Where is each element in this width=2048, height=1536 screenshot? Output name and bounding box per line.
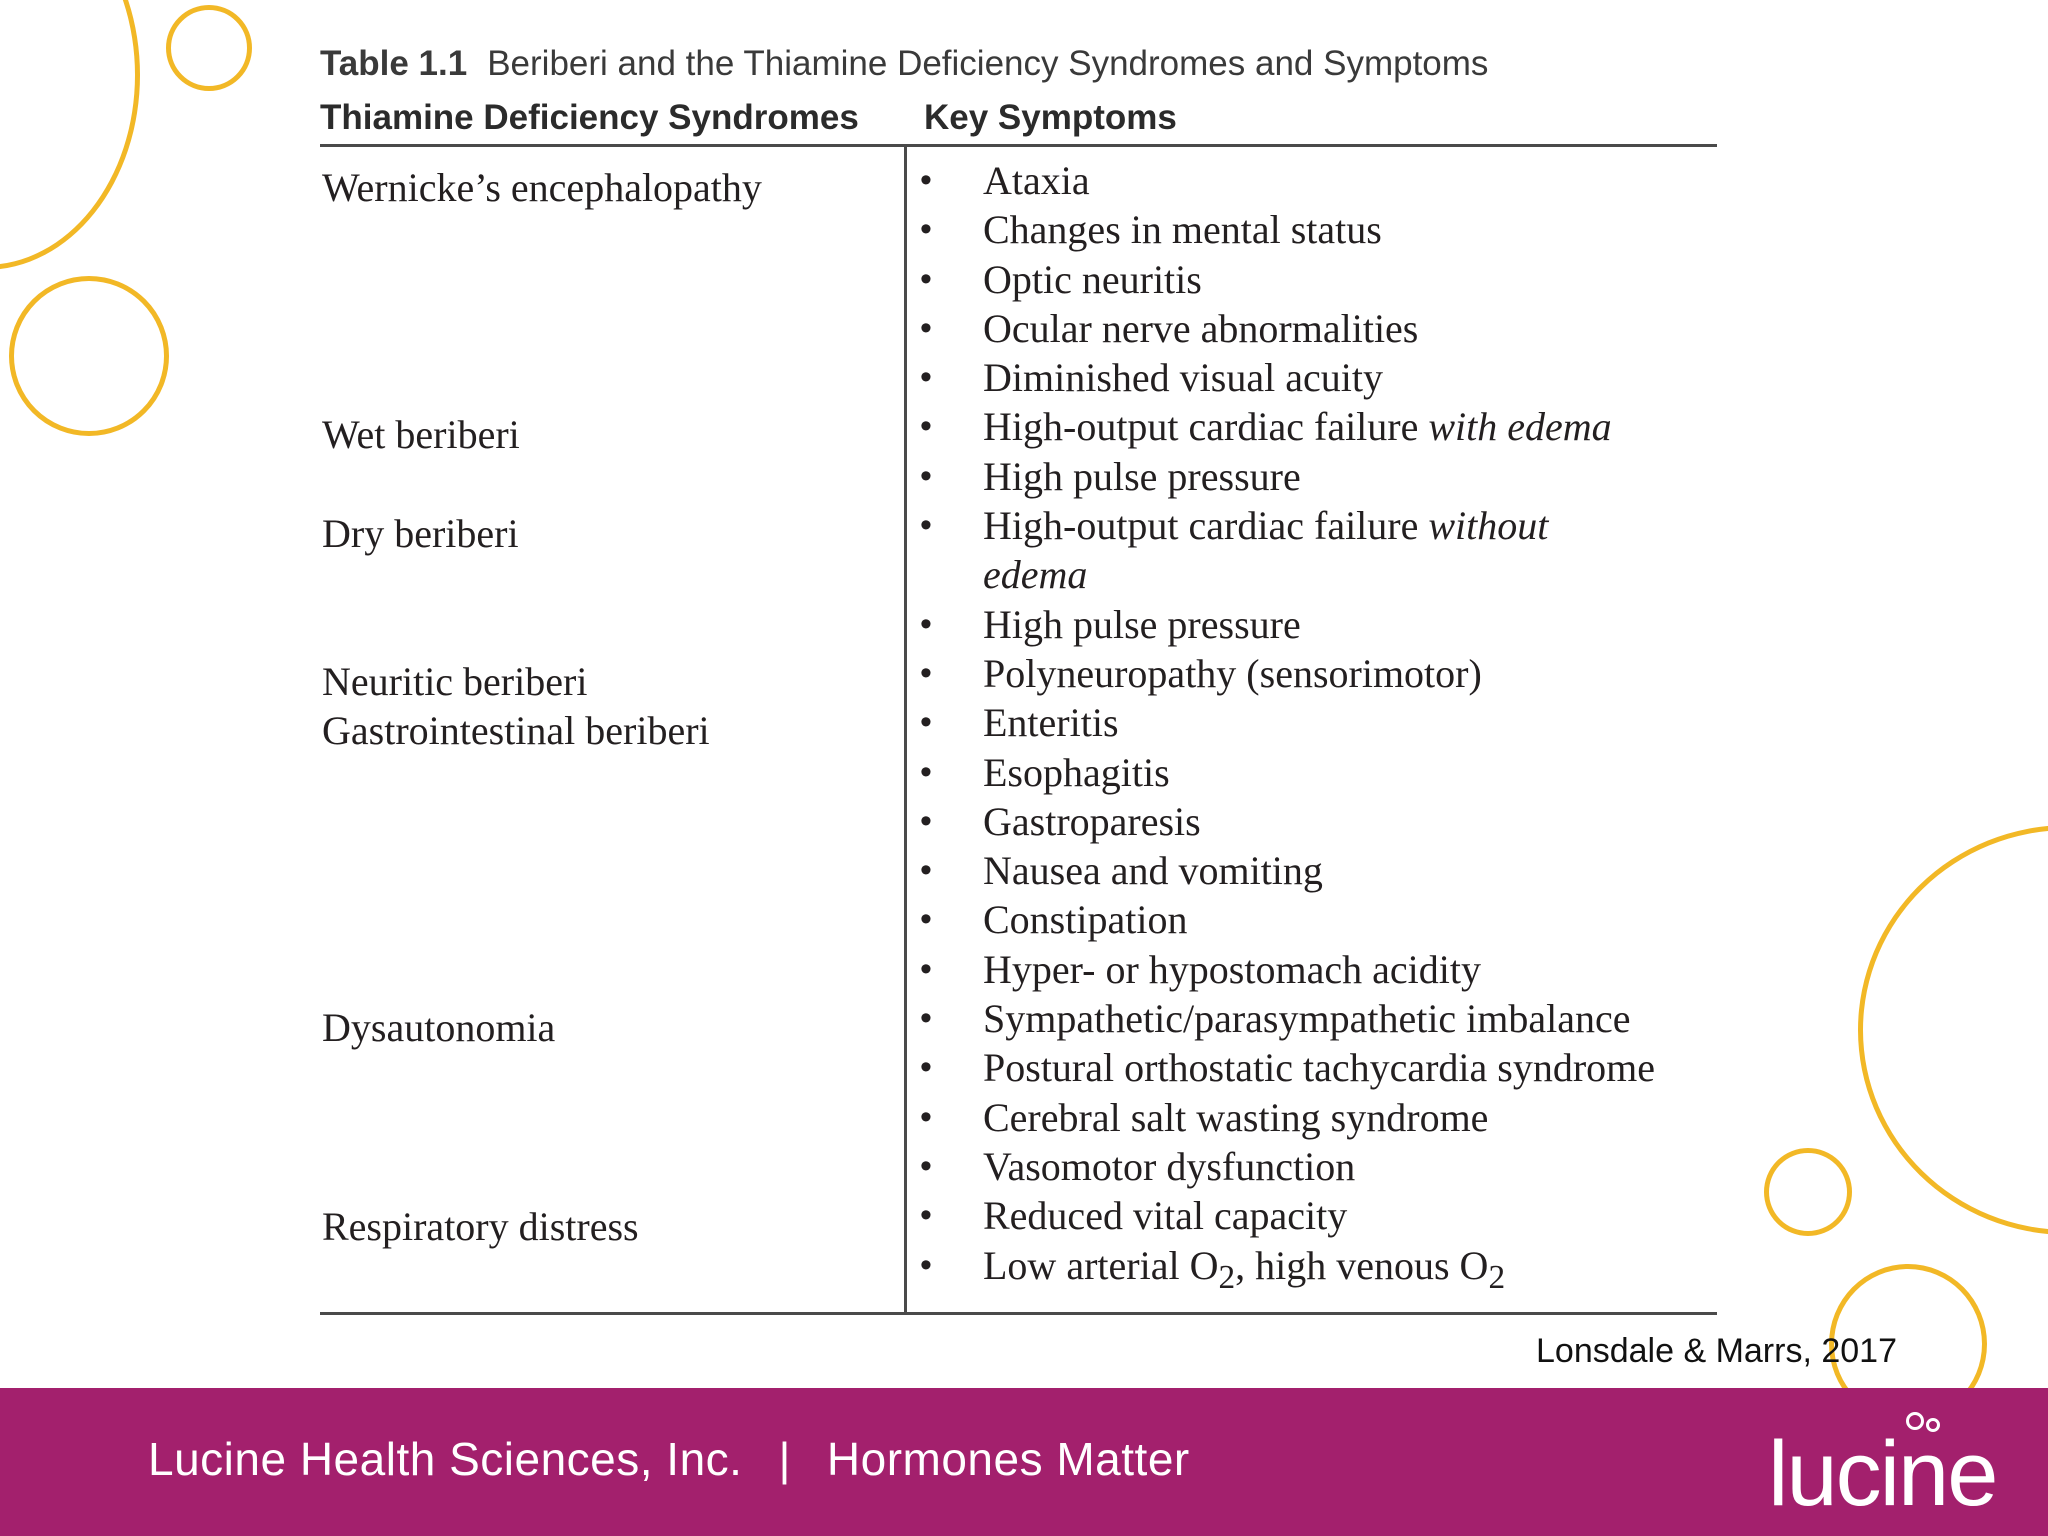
syndrome-item: Dry beriberi bbox=[322, 511, 519, 556]
symptom-item: • Gastroparesis bbox=[920, 798, 1201, 844]
table-number: Table 1.1 bbox=[320, 44, 468, 83]
symptom-item: • Hyper- or hypostomach acidity bbox=[920, 946, 1481, 992]
table-title: Beriberi and the Thiamine Deficiency Syndromes and Symptoms bbox=[487, 44, 1489, 83]
partner-name: Hormones Matter bbox=[826, 1433, 1190, 1485]
table-top-rule bbox=[320, 144, 1717, 147]
footer-separator: | bbox=[778, 1433, 791, 1485]
decorative-circle bbox=[1858, 825, 2048, 1235]
symptom-item: • Enteritis bbox=[920, 700, 1119, 746]
symptom-item: • Ataxia bbox=[920, 158, 1090, 203]
syndrome-item: Wet beriberi bbox=[322, 412, 520, 457]
column-header-syndromes: Thiamine Deficiency Syndromes bbox=[320, 98, 859, 137]
logo-wordmark: lucine bbox=[1768, 1423, 1997, 1525]
symptom-item: • Sympathetic/parasympathetic imbalance bbox=[920, 996, 1631, 1042]
symptom-item: • Nausea and vomiting bbox=[920, 848, 1323, 894]
symptom-item: • Postural orthostatic tachycardia syndrome bbox=[920, 1045, 1656, 1091]
logo-dot-icon bbox=[1906, 1412, 1924, 1430]
column-header-symptoms: Key Symptoms bbox=[924, 98, 1177, 137]
decorative-circle bbox=[9, 276, 169, 436]
table-header bbox=[320, 90, 1720, 142]
decorative-circle bbox=[1764, 1148, 1852, 1236]
symptom-item: • High-output cardiac failure without bbox=[920, 503, 1549, 549]
decorative-circle bbox=[166, 5, 252, 91]
symptom-item: • Polyneuropathy (sensorimotor) bbox=[920, 650, 1482, 696]
symptom-item: • High pulse pressure bbox=[920, 453, 1301, 499]
syndrome-item: Neuritic beriberi bbox=[322, 659, 588, 704]
syndrome-item: Respiratory distress bbox=[322, 1204, 639, 1249]
column-divider bbox=[904, 146, 907, 1314]
lucine-logo bbox=[1768, 1410, 1997, 1525]
table-bottom-rule bbox=[320, 1312, 1717, 1315]
symptom-item: • High pulse pressure bbox=[920, 601, 1301, 647]
symptom-item: • Constipation bbox=[920, 897, 1188, 943]
table-caption bbox=[320, 38, 1720, 90]
symptom-item: • Optic neuritis bbox=[920, 256, 1202, 302]
syndrome-item: Gastrointestinal beriberi bbox=[322, 708, 710, 753]
decorative-circle bbox=[0, 0, 140, 270]
symptom-item: • Esophagitis bbox=[920, 749, 1170, 795]
company-name: Lucine Health Sciences, Inc. bbox=[148, 1433, 743, 1485]
symptom-item: • Vasomotor dysfunction bbox=[920, 1143, 1356, 1189]
syndrome-item: Dysautonomia bbox=[322, 1005, 556, 1050]
symptom-item: • Diminished visual acuity bbox=[920, 355, 1383, 401]
symptom-item: • Cerebral salt wasting syndrome bbox=[920, 1094, 1489, 1140]
thiamine-table bbox=[320, 38, 1720, 1296]
symptom-item: • High-output cardiac failure with edema bbox=[920, 404, 1612, 450]
logo-dot-icon bbox=[1926, 1418, 1940, 1432]
syndrome-item: Wernicke’s encephalopathy bbox=[322, 165, 762, 210]
symptom-item: • Reduced vital capacity bbox=[920, 1193, 1348, 1239]
symptom-item: • Changes in mental status bbox=[920, 207, 1382, 253]
citation: Lonsdale & Marrs, 2017 bbox=[1536, 1332, 1897, 1370]
footer-text bbox=[148, 1432, 1190, 1486]
symptom-item: • Low arterial $O_2$, high venous $O_2$ bbox=[920, 1242, 1506, 1296]
symptom-item-continued: edema bbox=[983, 552, 1088, 598]
symptom-column bbox=[920, 156, 1720, 1296]
footer-bar bbox=[0, 1388, 2048, 1536]
symptom-item: • Ocular nerve abnormalities bbox=[920, 305, 1419, 351]
